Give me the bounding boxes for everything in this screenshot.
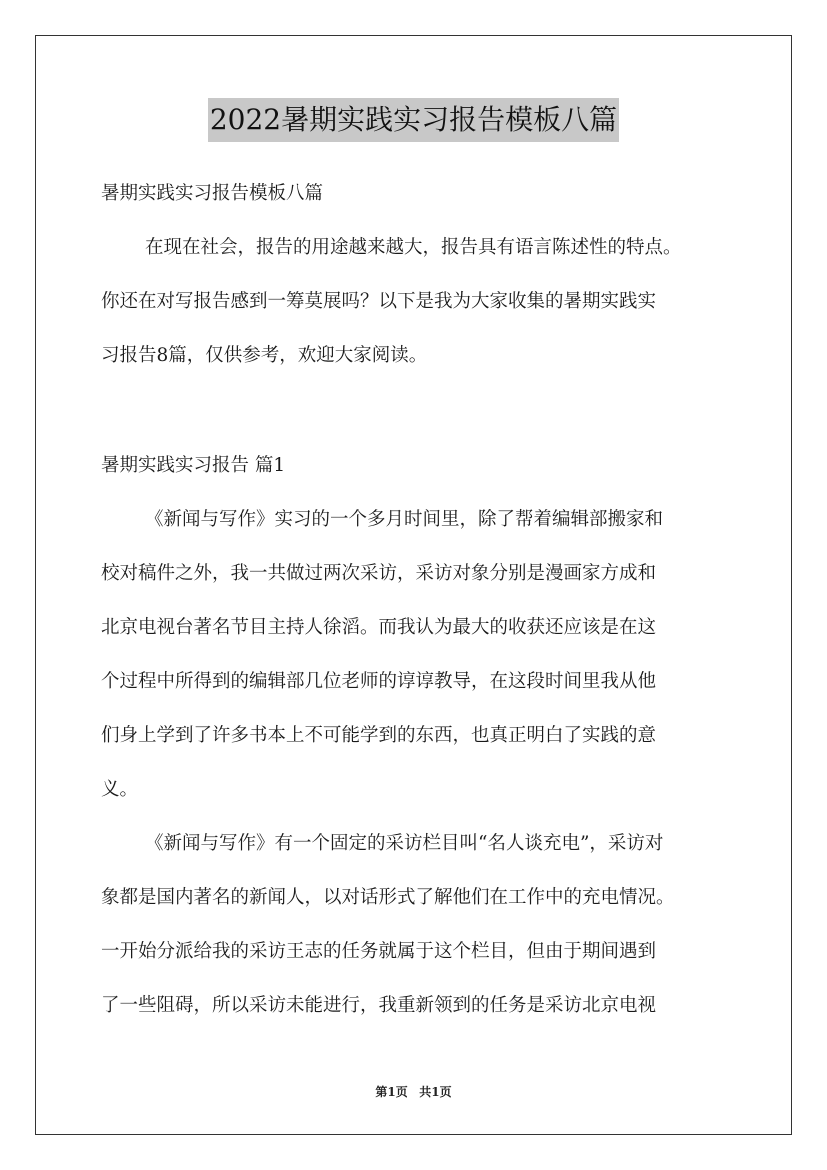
- document-title: 2022暑期实践实习报告模板八篇: [208, 98, 619, 142]
- paragraph-line: 象都是国内著名的新闻人，以对话形式了解他们在工作中的充电情况。: [101, 887, 675, 908]
- paragraph-line: 个过程中所得到的编辑部几位老师的谆谆教导，在这段时间里我从他: [101, 671, 657, 692]
- document-subtitle: 暑期实践实习报告模板八篇: [101, 183, 324, 204]
- paragraph-line: 一开始分派给我的采访王志的任务就属于这个栏目，但由于期间遇到: [101, 941, 657, 962]
- intro-line: 在现在社会，报告的用途越来越大，报告具有语言陈述性的特点。: [145, 237, 682, 258]
- paragraph-line: 义。: [101, 779, 139, 800]
- page-total: 共1页: [419, 1085, 452, 1099]
- section-heading: 暑期实践实习报告 篇1: [101, 455, 286, 476]
- paragraph-line: 校对稿件之外，我一共做过两次采访，采访对象分别是漫画家方成和: [101, 563, 657, 584]
- paragraph-line: 们身上学到了许多书本上不可能学到的东西，也真正明白了实践的意: [101, 725, 657, 746]
- title-wrap: [0, 98, 827, 142]
- page-number: 第1页: [375, 1085, 408, 1099]
- paragraph-line: 《新闻与写作》实习的一个多月时间里，除了帮着编辑部搬家和: [145, 509, 664, 530]
- page-footer: [0, 1084, 827, 1100]
- intro-line: 习报告8篇，仅供参考，欢迎大家阅读。: [101, 345, 428, 366]
- paragraph-line: 了一些阻碍，所以采访未能进行，我重新领到的任务是采访北京电视: [101, 995, 657, 1016]
- intro-line: 你还在对写报告感到一筹莫展吗？以下是我为大家收集的暑期实践实: [101, 291, 657, 312]
- paragraph-line: 《新闻与写作》有一个固定的采访栏目叫“名人谈充电”，采访对: [145, 833, 664, 854]
- paragraph-line: 北京电视台著名节目主持人徐滔。而我认为最大的收获还应该是在这: [101, 617, 657, 638]
